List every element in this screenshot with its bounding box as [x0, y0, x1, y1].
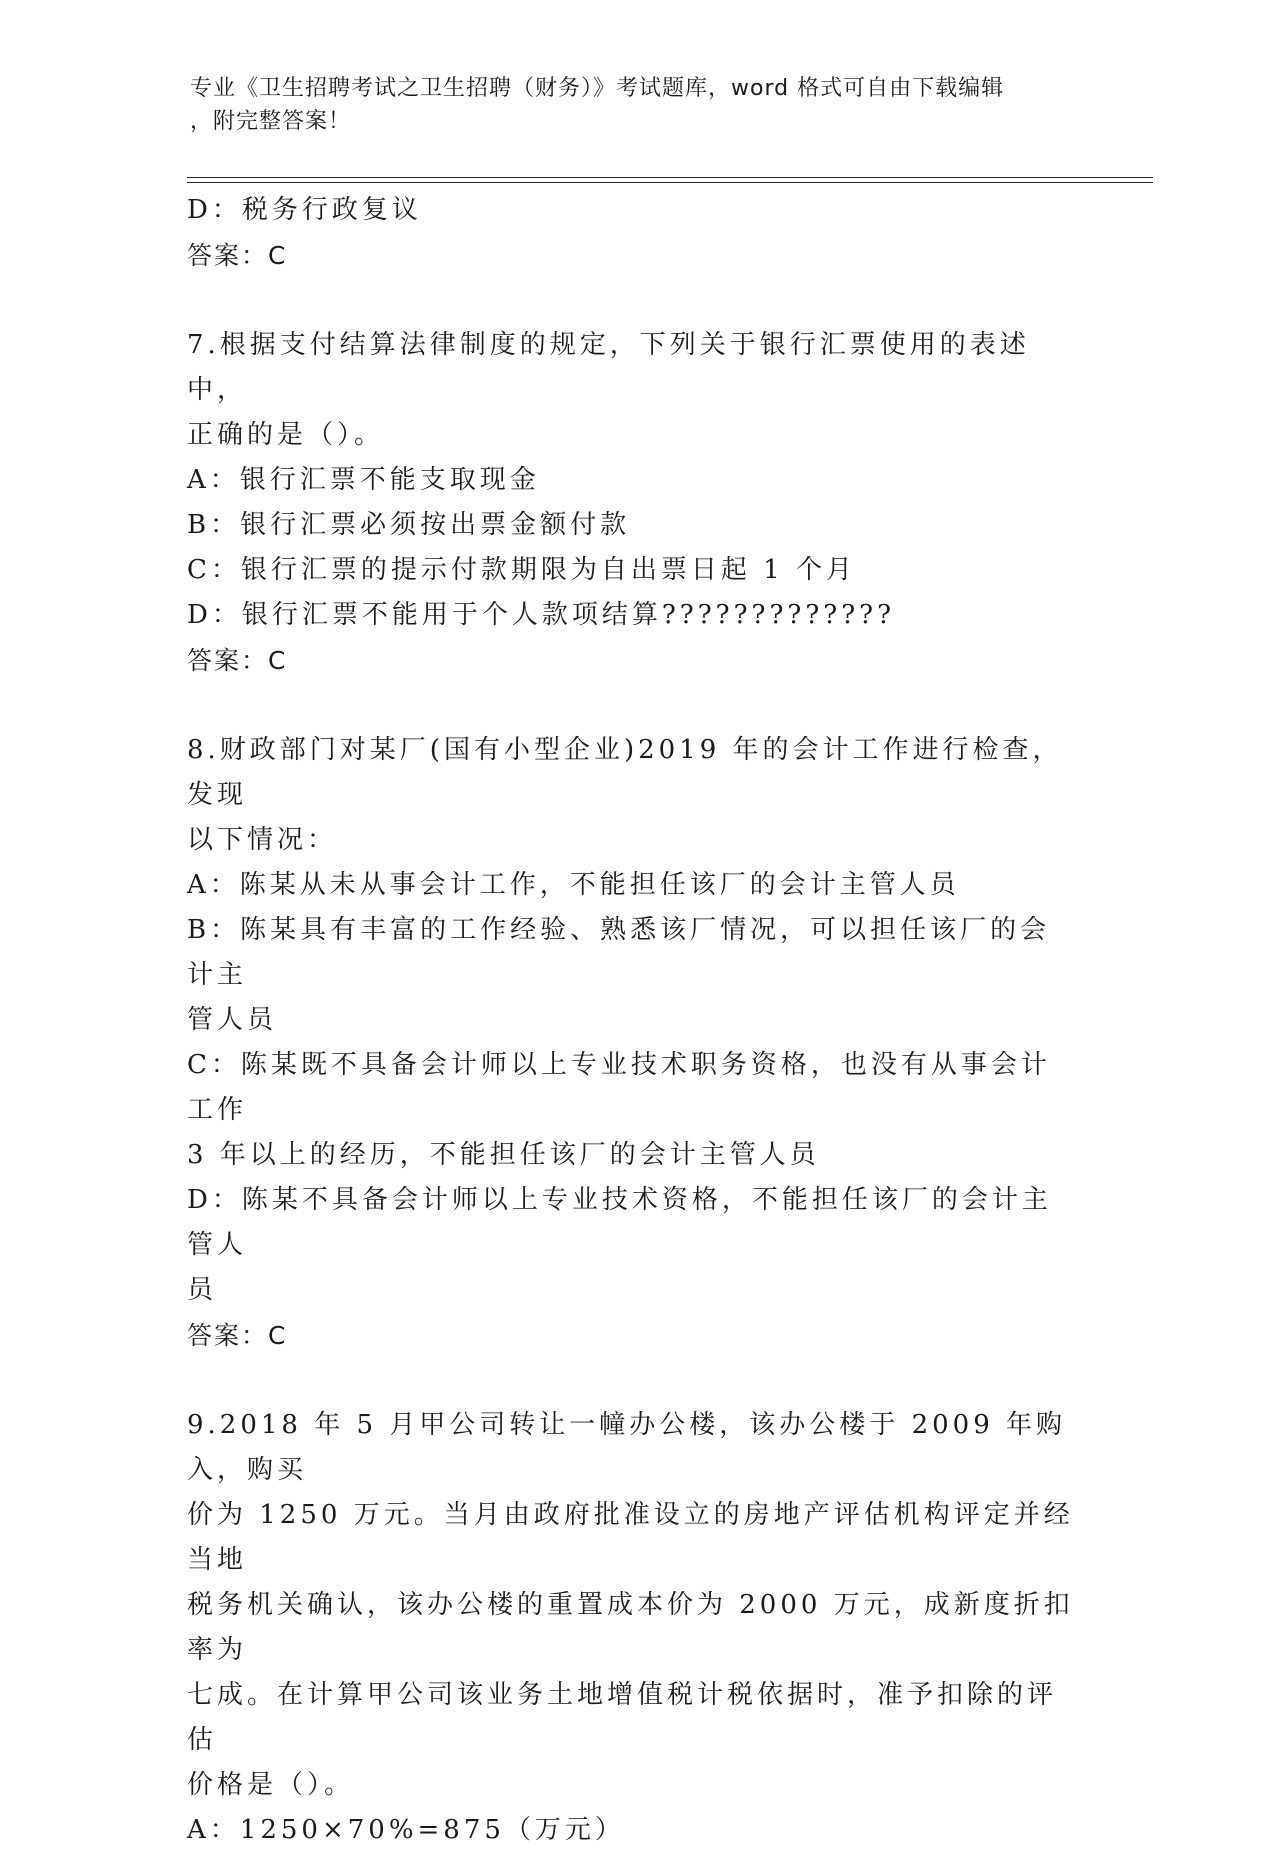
question-stem: 正确的是（）。	[187, 420, 385, 450]
question-8	[187, 728, 1077, 1358]
header-divider-top	[187, 177, 1153, 178]
question-stem: 以下情况：	[187, 825, 338, 855]
option-d: D：陈某不具备会计师以上专业技术资格，不能担任该厂的会计主管人	[187, 1185, 1052, 1260]
option-d: D：银行汇票不能用于个人款项结算?????????????	[187, 600, 896, 630]
option-b-cont: 管人员	[187, 1005, 278, 1035]
option-c: C：陈某既不具备会计师以上专业技术职务资格，也没有从事会计工作	[187, 1050, 1051, 1125]
spacer	[187, 683, 1077, 728]
question-stem: 9.2018 年 5 月甲公司转让一幢办公楼，该办公楼于 2009 年购入，购买	[187, 1410, 1067, 1485]
option-d-cont: 员	[187, 1275, 218, 1305]
question-content	[187, 188, 1077, 1853]
header-line-2: ，附完整答案！	[190, 109, 352, 134]
answer-line: 答案：C	[187, 646, 288, 675]
answer-line: 答案：C	[187, 241, 288, 270]
header-line-1: 专业《卫生招聘考试之卫生招聘（财务）》考试题库，word 格式可自由下载编辑	[190, 76, 1005, 101]
question-stem: 税务机关确认，该办公楼的重置成本价为 2000 万元，成新度折扣率为	[187, 1590, 1074, 1665]
option-c-cont: 3 年以上的经历，不能担任该厂的会计主管人员	[187, 1140, 820, 1170]
option-c: C：银行汇票的提示付款期限为自出票日起 1 个月	[187, 555, 856, 585]
option-a: A：1250×70%=875（万元）	[187, 1815, 625, 1845]
option-d: D：税务行政复议	[187, 195, 422, 225]
question-6-tail	[187, 188, 1077, 278]
option-a: A：陈某从未从事会计工作，不能担任该厂的会计主管人员	[187, 870, 960, 900]
question-7	[187, 323, 1077, 683]
page-header	[190, 72, 1070, 138]
option-a: A：银行汇票不能支取现金	[187, 465, 540, 495]
answer-line: 答案：C	[187, 1321, 288, 1350]
option-b: B：银行汇票必须按出票金额付款	[187, 510, 631, 540]
question-stem: 8.财政部门对某厂(国有小型企业)2019 年的会计工作进行检查，发现	[187, 735, 1063, 810]
spacer	[187, 1358, 1077, 1403]
question-9	[187, 1403, 1077, 1853]
question-stem: 价格是（）。	[187, 1770, 355, 1800]
question-stem: 七成。在计算甲公司该业务土地增值税计税依据时，准予扣除的评估	[187, 1680, 1058, 1755]
question-stem: 7.根据支付结算法律制度的规定，下列关于银行汇票使用的表述中，	[187, 330, 1030, 405]
spacer	[187, 278, 1077, 323]
question-stem: 价为 1250 万元。当月由政府批准设立的房地产评估机构评定并经当地	[187, 1500, 1074, 1575]
header-divider-bottom	[187, 182, 1153, 183]
option-b: B：陈某具有丰富的工作经验、熟悉该厂情况，可以担任该厂的会计主	[187, 915, 1051, 990]
